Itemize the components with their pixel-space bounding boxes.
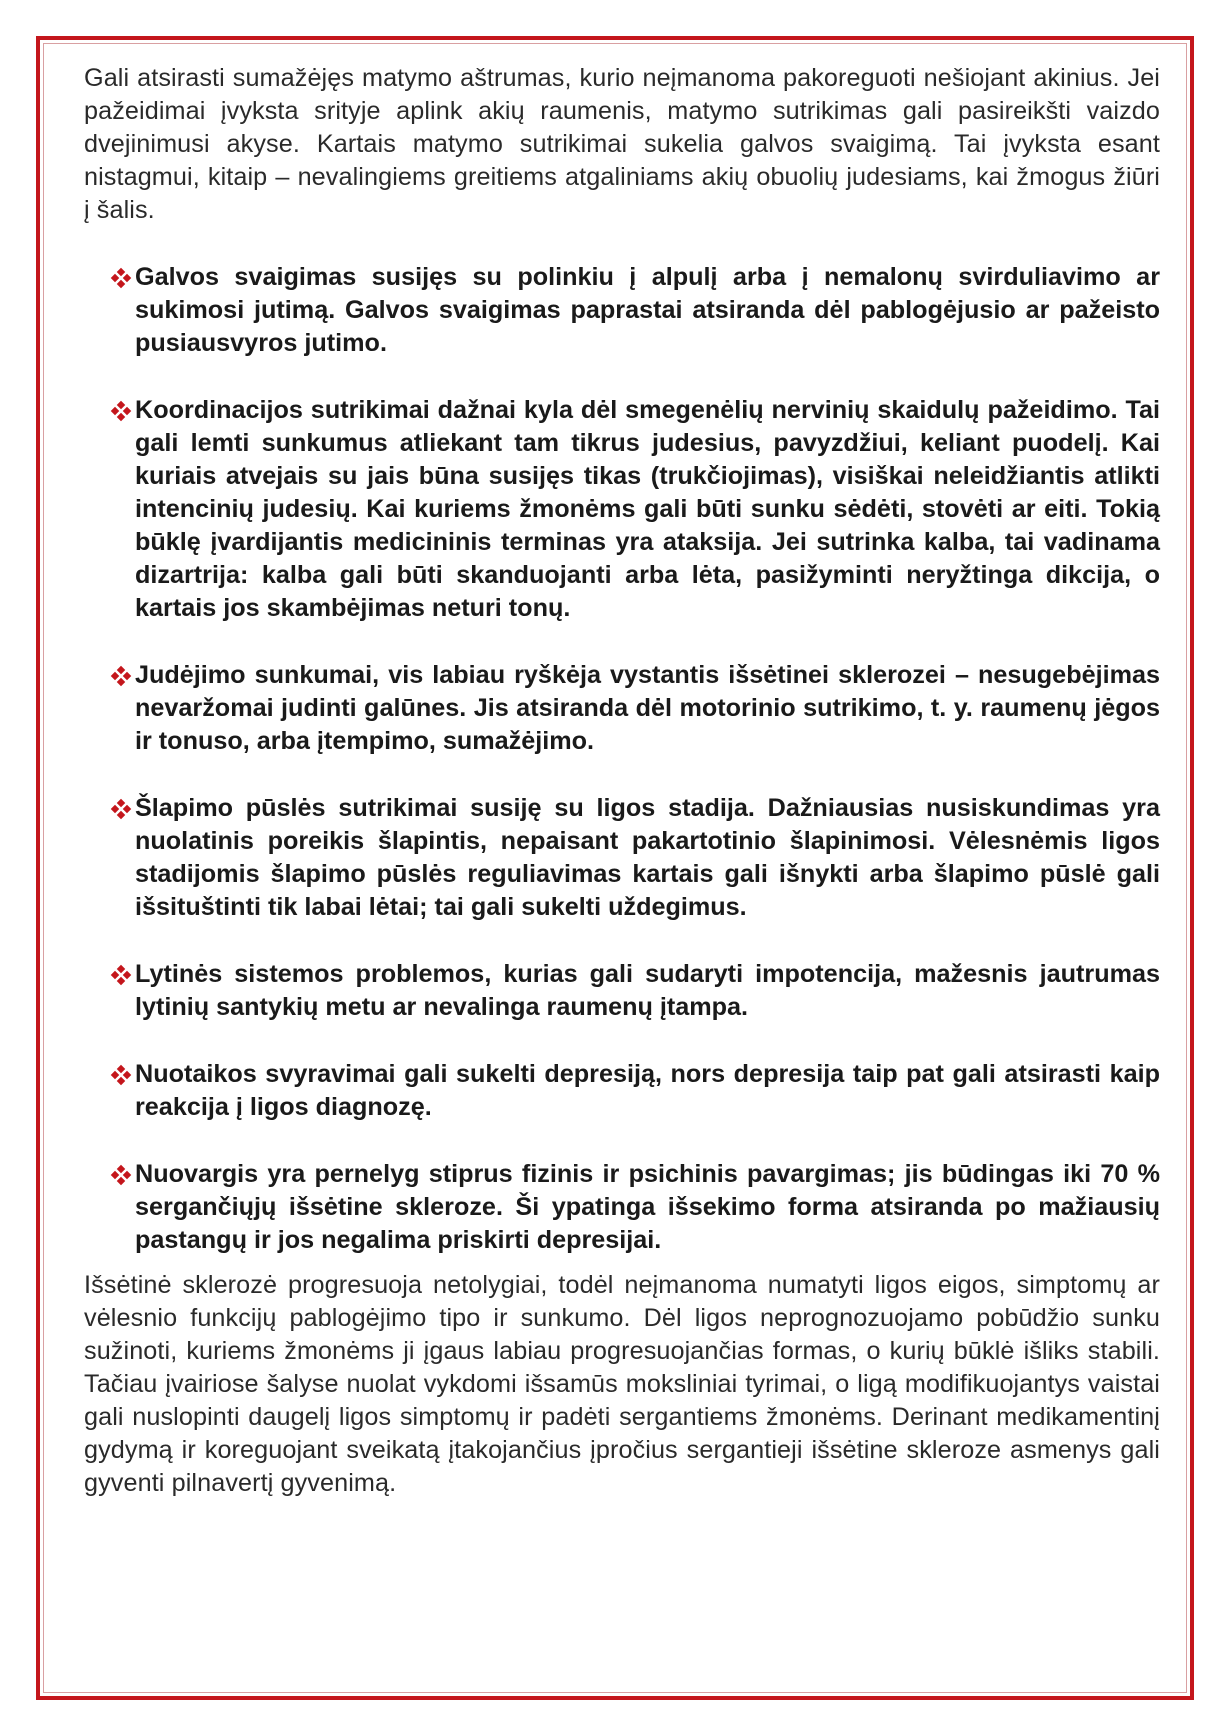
list-item: [84, 394, 1160, 625]
diamond-bullet-icon: [112, 1066, 130, 1084]
list-item: [84, 958, 1160, 1024]
diamond-bullet-icon: [112, 667, 130, 685]
closing-paragraph: Išsėtinė sklerozė progresuoja netolygiai, todėl neįmanoma numatyti ligos eigos, simptomų ar vėlesnio funkcijų pablogėjimo tipo ir sunkumo. Dėl ligos neprognozuojamo pobūdžio sunku sužinoti, kuriems žmonėms ji įgaus labiau progresuojančias formas, o kurių būklė išliks stabili. Tačiau įvairiose šalyse nuolat vykdomi išsamūs moksliniai tyrimai, o ligą modifikuojantys vaistai gali nuslopinti daugelį ligos simptomų ir padėti sergantiems žmonėms. Derinant medikamentinį gydymą ir koreguojant sveikatą įtakojančius įpročius sergantieji išsėtine skleroze asmenys gali gyventi pilnavertį gyvenimą.: [84, 1271, 1160, 1497]
intro-paragraph: Gali atsirasti sumažėjęs matymo aštrumas, kurio neįmanoma pakoreguoti nešiojant akinius. Jei pažeidimai įvyksta srityje aplink akių raumenis, matymo sutrikimas gali pasireikšti vaizdo dvejinimusi akyse. Kartais matymo sutrikimai sukelia galvos svaigimą. Tai įvyksta esant nistagmui, kitaip – nevalingiems greitiems atgaliniams akių obuolių judesiams, kai žmogus žiūri į šalis.: [84, 64, 1160, 224]
list-item-text: Nuotaikos svyravimai gali sukelti depresiją, nors depresija taip pat gali atsirasti kaip reakcija į ligos diagnozę.: [135, 1060, 1160, 1121]
list-item-text: Lytinės sistemos problemos, kurias gali sudaryti impotencija, mažesnis jautrumas lytinių santykių metu ar nevalinga raumenų įtampa.: [135, 960, 1160, 1021]
list-item-text: Šlapimo pūslės sutrikimai susiję su ligos stadija. Dažniausias nusiskundimas yra nuolatinis poreikis šlapintis, nepaisant pakartotinio šlapinimosi. Vėlesnėmis ligos stadijomis šlapimo pūslės reguliavimas kartais gali išnykti arba šlapimo pūslė gali išsituštinti tik labai lėtai; tai gali sukelti uždegimus.: [135, 794, 1160, 921]
document-content: [84, 62, 1160, 1500]
list-item-text: Judėjimo sunkumai, vis labiau ryškėja vystantis išsėtinei sklerozei – nesugebėjimas nevaržomai judinti galūnes. Jis atsiranda dėl motorinio sutrikimo, t. y. raumenų jėgos ir tonuso, arba įtempimo, sumažėjimo.: [135, 661, 1160, 755]
diamond-bullet-icon: [112, 1166, 130, 1184]
list-item: [84, 261, 1160, 360]
diamond-bullet-icon: [112, 269, 130, 287]
diamond-bullet-icon: [112, 966, 130, 984]
diamond-bullet-icon: [112, 800, 130, 818]
list-item-text: Koordinacijos sutrikimai dažnai kyla dėl smegenėlių nervinių skaidulų pažeidimo. Tai gali lemti sunkumus atliekant tam tikrus judesius, pavyzdžiui, keliant puodelį. Kai kuriais atvejais su jais būna susijęs tikas (trukčiojimas), visiškai neleidžiantis atlikti intencinių judesių. Kai kuriems žmonėms gali būti sunku sėdėti, stovėti ar eiti. Tokią būklę įvardijantis medicininis terminas yra ataksija. Jei sutrinka kalba, tai vadinama dizartrija: kalba gali būti skanduojanti arba lėta, pasižyminti neryžtinga dikcija, o kartais jos skambėjimas neturi tonų.: [135, 396, 1160, 622]
list-item: [84, 792, 1160, 924]
list-item: [84, 659, 1160, 758]
symptom-list: [84, 261, 1160, 1257]
list-item: [84, 1158, 1160, 1257]
list-item-text: Galvos svaigimas susijęs su polinkiu į alpulį arba į nemalonų svirduliavimo ar sukimosi jutimą. Galvos svaigimas paprastai atsiranda dėl pablogėjusio ar pažeisto pusiausvyros jutimo.: [135, 263, 1160, 357]
list-item-text: Nuovargis yra pernelyg stiprus fizinis ir psichinis pavargimas; jis būdingas iki 70 % sergančiųjų išsėtine skleroze. Ši ypatinga išsekimo forma atsiranda po mažiausių pastangų ir jos negalima priskirti depresijai.: [135, 1160, 1160, 1254]
list-item: [84, 1058, 1160, 1124]
diamond-bullet-icon: [112, 402, 130, 420]
